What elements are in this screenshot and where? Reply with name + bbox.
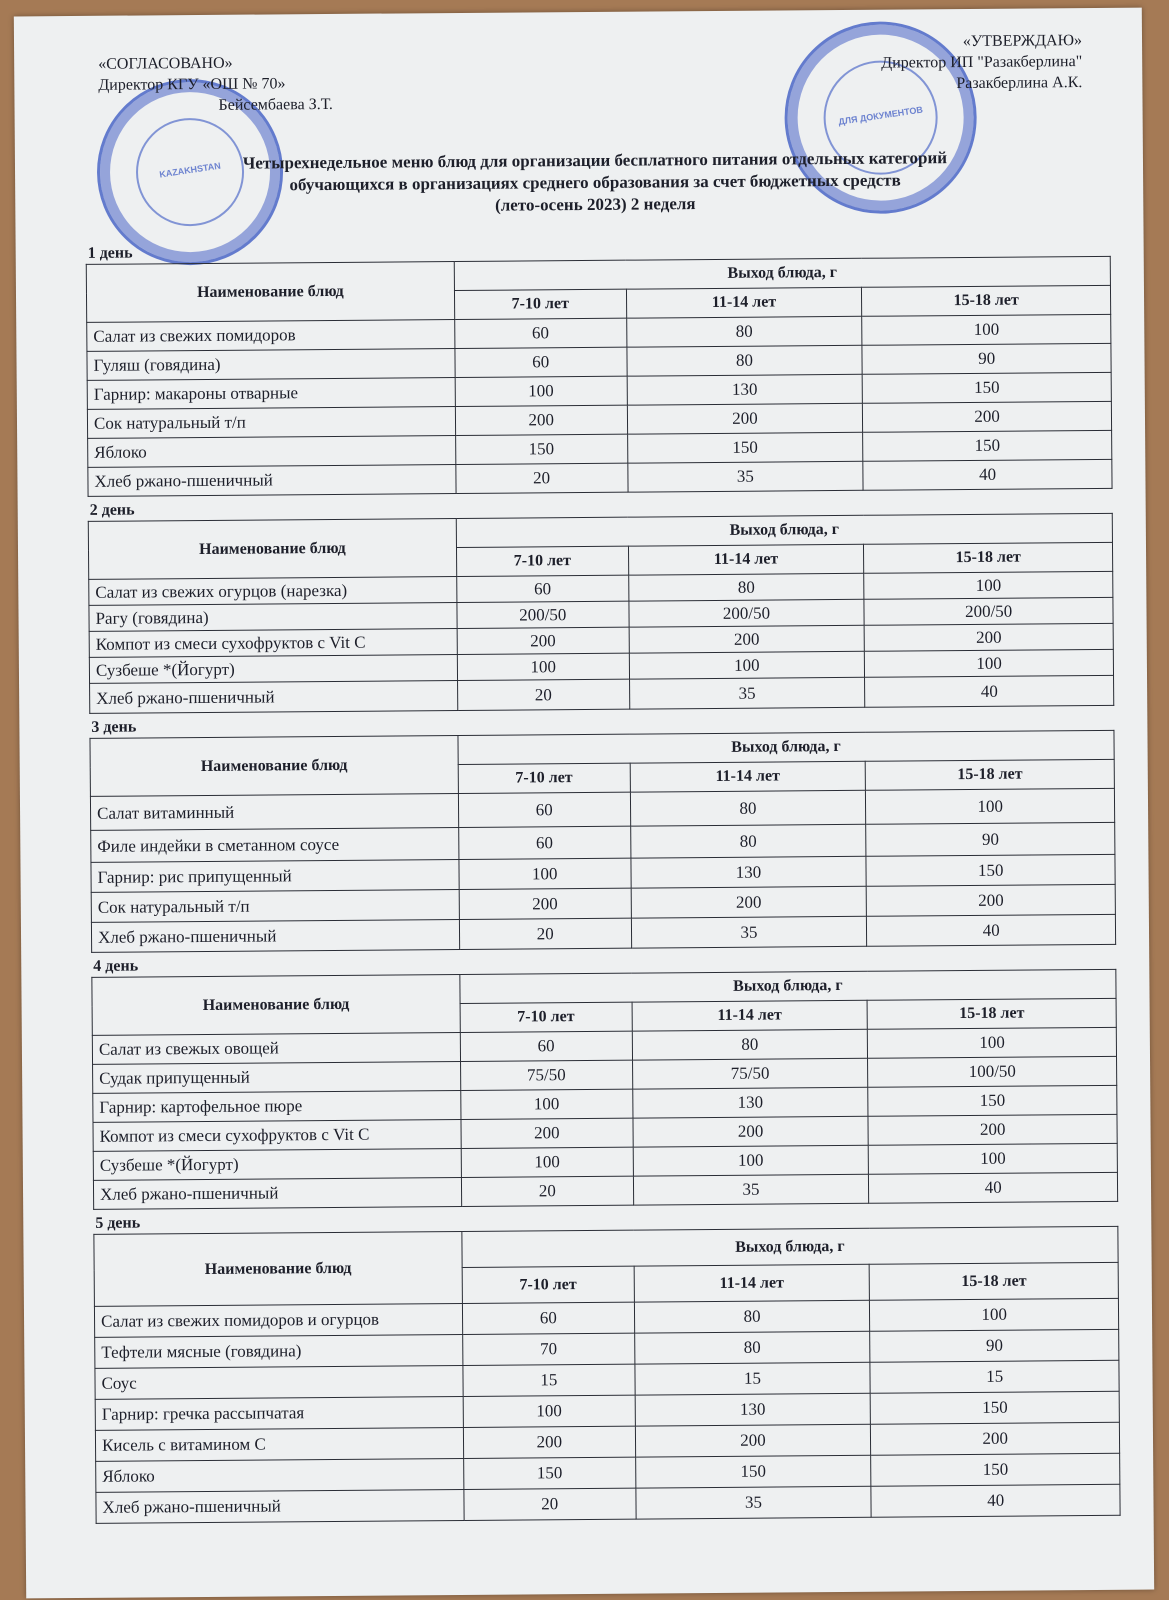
portion-15-18: 200 xyxy=(866,884,1115,916)
age-header-11-14: 11-14 лет xyxy=(634,1264,870,1302)
portion-7-10: 70 xyxy=(463,1333,635,1365)
portion-7-10: 20 xyxy=(459,918,631,949)
portion-11-14: 130 xyxy=(631,856,867,888)
portion-15-18: 200 xyxy=(864,623,1113,651)
age-header-11-14: 11-14 лет xyxy=(632,1000,868,1031)
dish-name: Гуляш (говядина) xyxy=(87,349,455,381)
dish-name: Хлеб ржано-пшеничный xyxy=(93,1177,461,1209)
dish-name: Кисель с витамином С xyxy=(95,1427,463,1461)
day-menu-table xyxy=(93,1226,1120,1524)
portion-7-10: 20 xyxy=(457,679,629,710)
age-header-7-10: 7-10 лет xyxy=(456,546,628,576)
dish-name: Яблоко xyxy=(96,1458,464,1492)
portion-15-18: 40 xyxy=(863,459,1112,490)
approval-block-right xyxy=(881,30,1082,95)
portion-15-18: 200 xyxy=(871,1422,1120,1455)
age-header-11-14: 11-14 лет xyxy=(628,544,864,575)
portion-7-10: 60 xyxy=(458,792,630,827)
company-director-name: Разакберлина А.К. xyxy=(956,74,1083,93)
age-header-11-14: 11-14 лет xyxy=(626,287,862,318)
dish-name: Хлеб ржано-пшеничный xyxy=(96,1489,464,1523)
portion-15-18: 100 xyxy=(868,1143,1117,1174)
portion-7-10: 20 xyxy=(464,1488,636,1520)
output-header: Выход блюда, г xyxy=(460,969,1116,1003)
dish-name: Сок натуральный т/п xyxy=(87,406,455,438)
day-label: 1 день xyxy=(87,244,133,262)
dish-name: Соус xyxy=(95,1365,463,1399)
portion-11-14: 100 xyxy=(633,1145,869,1176)
portion-11-14: 80 xyxy=(626,316,862,347)
portion-11-14: 80 xyxy=(628,573,864,601)
day-label: 2 день xyxy=(89,501,135,519)
title-line-1: Четырехнедельное меню блюд для организации бесплатного питания отдельных категорий xyxy=(242,148,948,173)
portion-7-10: 60 xyxy=(457,575,629,602)
portion-15-18: 100 xyxy=(868,1027,1117,1058)
document-page xyxy=(14,8,1154,1599)
portion-15-18: 150 xyxy=(862,372,1111,403)
portion-11-14: 200 xyxy=(627,403,863,434)
portion-15-18: 40 xyxy=(871,1484,1120,1517)
day-label: 3 день xyxy=(91,718,137,736)
portion-11-14: 150 xyxy=(627,432,863,463)
dish-name-header: Наименование блюд xyxy=(94,1231,462,1306)
portion-7-10: 100 xyxy=(455,376,627,406)
portion-7-10: 20 xyxy=(456,463,628,493)
school-director-title: Директор КГУ «ОШ № 70» xyxy=(98,75,286,94)
dish-name: Хлеб ржано-пшеничный xyxy=(88,464,456,496)
age-header-7-10: 7-10 лет xyxy=(460,1002,632,1032)
portion-15-18: 150 xyxy=(868,1085,1117,1116)
dish-name: Компот из смеси сухофруктов с Vit C xyxy=(93,1119,461,1151)
age-header-15-18: 15-18 лет xyxy=(867,998,1116,1029)
dish-name: Сузбеше *(Йогурт) xyxy=(89,654,457,683)
dish-name: Гарнир: картофельное пюре xyxy=(93,1090,461,1122)
output-header: Выход блюда, г xyxy=(456,513,1112,547)
dish-name: Гарнир: макароны отварные xyxy=(87,378,455,410)
dish-name: Сок натуральный т/п xyxy=(91,889,459,922)
portion-15-18: 150 xyxy=(863,430,1112,461)
dish-name-header: Наименование блюд xyxy=(86,262,454,323)
age-header-15-18: 15-18 лет xyxy=(869,1262,1118,1300)
portion-15-18: 15 xyxy=(870,1360,1119,1393)
dish-name: Рагу (говядина) xyxy=(89,602,457,631)
dish-name: Тефтели мясные (говядина) xyxy=(95,1334,463,1368)
portion-7-10: 75/50 xyxy=(460,1060,632,1090)
portion-7-10: 60 xyxy=(460,1031,632,1061)
portion-7-10: 200 xyxy=(455,405,627,435)
portion-15-18: 40 xyxy=(865,675,1114,707)
portion-15-18: 100 xyxy=(862,314,1111,345)
age-header-15-18: 15-18 лет xyxy=(864,542,1113,573)
dish-name-header: Наименование блюд xyxy=(90,735,458,796)
age-header-15-18: 15-18 лет xyxy=(862,285,1111,316)
portion-7-10: 100 xyxy=(461,1089,633,1119)
portion-11-14: 80 xyxy=(626,345,862,376)
portion-7-10: 60 xyxy=(462,1302,634,1334)
portion-7-10: 100 xyxy=(461,1147,633,1177)
dish-name: Салат из свежых овощей xyxy=(92,1032,460,1064)
dish-name: Судак припущенный xyxy=(93,1061,461,1093)
day-label: 5 день xyxy=(95,1214,141,1232)
title-line-3: (лето-осень 2023) 2 неделя xyxy=(494,194,696,215)
output-header: Выход блюда, г xyxy=(458,730,1114,764)
portion-7-10: 150 xyxy=(464,1457,636,1489)
portion-11-14: 35 xyxy=(627,461,863,492)
portion-7-10: 20 xyxy=(461,1176,633,1206)
day-menu-table xyxy=(86,256,1113,497)
document-title xyxy=(145,146,1045,219)
age-header-7-10: 7-10 лет xyxy=(454,289,626,319)
day-menu-table xyxy=(88,513,1114,714)
portion-11-14: 130 xyxy=(632,1087,868,1118)
portion-15-18: 100 xyxy=(865,649,1114,677)
dish-name-header: Наименование блюд xyxy=(88,518,456,579)
portion-11-14: 130 xyxy=(627,374,863,405)
approval-block-left xyxy=(98,52,333,117)
portion-11-14: 100 xyxy=(629,651,865,679)
dish-name: Салат из свежих огурцов (нарезка) xyxy=(89,576,457,605)
dish-name: Салат из свежих помидоров и огурцов xyxy=(94,1303,462,1337)
portion-15-18: 100 xyxy=(866,788,1115,824)
portion-11-14: 200 xyxy=(631,886,867,918)
portion-11-14: 35 xyxy=(631,916,867,948)
portion-7-10: 200 xyxy=(463,1426,635,1458)
portion-7-10: 15 xyxy=(463,1364,635,1396)
portion-15-18: 90 xyxy=(870,1329,1119,1362)
portion-11-14: 200 xyxy=(635,1424,871,1457)
portion-11-14: 35 xyxy=(629,677,865,709)
portion-15-18: 40 xyxy=(869,1172,1118,1203)
age-header-15-18: 15-18 лет xyxy=(865,759,1114,790)
portion-15-18: 200 xyxy=(863,401,1112,432)
portion-11-14: 200 xyxy=(633,1116,869,1147)
portion-15-18: 90 xyxy=(862,343,1111,374)
portion-7-10: 60 xyxy=(459,826,631,859)
portion-15-18: 150 xyxy=(870,1391,1119,1424)
portion-11-14: 80 xyxy=(632,1029,868,1060)
portion-15-18: 100 xyxy=(870,1298,1119,1331)
dish-name: Салат из свежих помидоров xyxy=(87,320,455,352)
dish-name: Хлеб ржано-пшеничный xyxy=(91,919,459,952)
portion-11-14: 150 xyxy=(635,1455,871,1488)
approve-label: «УТВЕРЖДАЮ» xyxy=(962,32,1083,51)
portion-11-14: 35 xyxy=(636,1486,872,1519)
portion-7-10: 100 xyxy=(459,858,631,889)
dish-name-header: Наименование блюд xyxy=(92,974,460,1035)
portion-11-14: 200/50 xyxy=(629,599,865,627)
portion-15-18: 100 xyxy=(864,571,1113,599)
dish-name: Сузбеше *(Йогурт) xyxy=(93,1148,461,1180)
school-director-name: Бейсембаева З.Т. xyxy=(218,95,333,114)
portion-7-10: 60 xyxy=(454,318,626,348)
portion-15-18: 150 xyxy=(871,1453,1120,1486)
agreed-label: «СОГЛАСОВАНО» xyxy=(98,54,233,73)
portion-11-14: 35 xyxy=(633,1174,869,1205)
day-menu-table xyxy=(89,730,1116,953)
portion-11-14: 75/50 xyxy=(632,1058,868,1089)
dish-name: Филе индейки в сметанном соусе xyxy=(91,827,459,862)
portion-7-10: 150 xyxy=(455,434,627,464)
menu-content xyxy=(86,236,1126,1528)
portion-11-14: 80 xyxy=(634,1300,870,1333)
portion-15-18: 200/50 xyxy=(864,597,1113,625)
company-seal-stamp: ДЛЯ ДОКУМЕНТОВ xyxy=(784,21,978,215)
portion-7-10: 200 xyxy=(461,1118,633,1148)
day-label: 4 день xyxy=(93,957,139,975)
portion-11-14: 130 xyxy=(635,1393,871,1426)
portion-15-18: 150 xyxy=(866,854,1115,886)
portion-7-10: 60 xyxy=(455,347,627,377)
output-header: Выход блюда, г xyxy=(462,1226,1118,1267)
portion-15-18: 90 xyxy=(866,822,1115,856)
portion-7-10: 100 xyxy=(463,1395,635,1427)
portion-11-14: 80 xyxy=(630,790,866,826)
portion-7-10: 200 xyxy=(457,627,629,654)
portion-11-14: 80 xyxy=(634,1331,870,1364)
title-line-2: обучающихся в организациях среднего образования за счет бюджетных средств xyxy=(289,170,901,195)
portion-7-10: 200 xyxy=(459,888,631,919)
dish-name: Гарнир: рис припущенный xyxy=(91,859,459,892)
output-header: Выход блюда, г xyxy=(454,256,1110,290)
day-menu-table xyxy=(91,969,1118,1210)
portion-11-14: 80 xyxy=(630,824,866,858)
dish-name: Салат витаминный xyxy=(90,793,458,830)
portion-7-10: 100 xyxy=(457,653,629,680)
age-header-7-10: 7-10 лет xyxy=(458,763,630,793)
portion-11-14: 200 xyxy=(629,625,865,653)
school-seal-stamp: KAZAKHSTAN xyxy=(96,78,283,265)
portion-15-18: 40 xyxy=(867,914,1116,946)
portion-15-18: 100/50 xyxy=(868,1056,1117,1087)
dish-name: Яблоко xyxy=(88,435,456,467)
company-director-title: Директор ИП "Разакберлина" xyxy=(881,53,1083,72)
portion-15-18: 200 xyxy=(868,1114,1117,1145)
dish-name: Гарнир: гречка рассыпчатая xyxy=(95,1396,463,1430)
age-header-11-14: 11-14 лет xyxy=(630,761,866,792)
portion-11-14: 15 xyxy=(635,1362,871,1395)
dish-name: Хлеб ржано-пшеничный xyxy=(90,680,458,713)
age-header-7-10: 7-10 лет xyxy=(462,1266,634,1303)
dish-name: Компот из смеси сухофруктов с Vit C xyxy=(89,628,457,657)
portion-7-10: 200/50 xyxy=(457,601,629,628)
